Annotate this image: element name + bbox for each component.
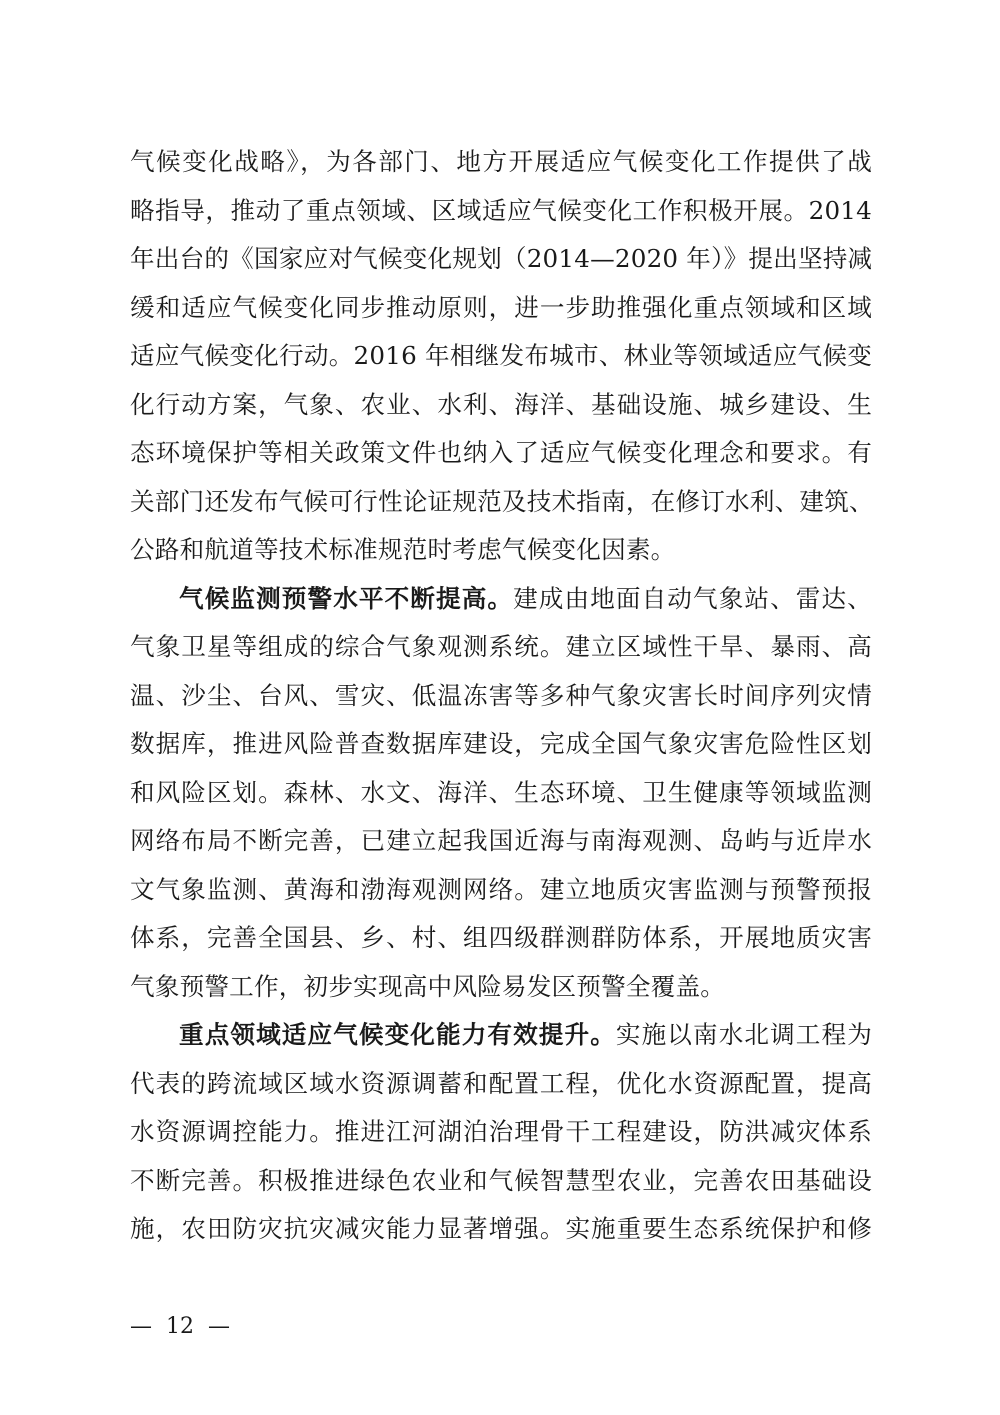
text-line: 略指导，推动了重点领域、区域适应气候变化工作积极开展。2014 xyxy=(130,195,872,225)
text-line: 适应气候变化行动。2016 年相继发布城市、林业等领域适应气候变 xyxy=(130,341,872,370)
text-line: 关部门还发布气候可行性论证规范及技术指南，在修订水利、建筑、 xyxy=(130,486,874,516)
paragraph-heading: 重点领域适应气候变化能力有效提升。 xyxy=(179,1020,616,1049)
text-line xyxy=(130,1011,872,1060)
text-line: 不断完善。积极推进绿色农业和气候智慧型农业，完善农田基础设 xyxy=(130,1165,872,1195)
page-footer xyxy=(130,1312,230,1342)
text-line: 水资源调控能力。推进江河湖泊治理骨干工程建设，防洪减灾体系 xyxy=(130,1117,872,1146)
text-line: 年出台的《国家应对气候变化规划（2014—2020 年）》提出坚持减 xyxy=(130,244,873,273)
text-line: 态环境保护等相关政策文件也纳入了适应气候变化理念和要求。有 xyxy=(130,438,872,467)
text-line: 公路和航道等技术标准规范时考虑气候变化因素。 xyxy=(130,535,676,564)
text-line: 温、沙尘、台风、雪灾、低温冻害等多种气象灾害长时间序列灾情 xyxy=(130,680,872,710)
text-line: 网络布局不断完善，已建立起我国近海与南海观测、岛屿与近岸水 xyxy=(130,826,872,855)
text-line: 数据库，推进风险普查数据库建设，完成全国气象灾害危险性区划 xyxy=(130,729,872,758)
text-run: 建成由地面自动气象站、雷达、 xyxy=(513,583,872,613)
paragraph-heading: 气候监测预警水平不断提高。 xyxy=(179,583,514,613)
footer-dash-right: — xyxy=(208,1314,230,1339)
text-run: 实施以南水北调工程为 xyxy=(615,1020,872,1049)
text-line: 化行动方案，气象、农业、水利、海洋、基础设施、城乡建设、生 xyxy=(130,389,872,419)
page-number: 12 xyxy=(166,1314,194,1339)
text-line: 文气象监测、黄海和渤海观测网络。建立地质灾害监测与预警预报 xyxy=(130,874,872,904)
text-line xyxy=(130,575,872,624)
text-line: 施，农田防灾抗灾减灾能力显著增强。实施重要生态系统保护和修 xyxy=(130,1214,872,1243)
text-line: 缓和适应气候变化同步推动原则，进一步助推强化重点领域和区域 xyxy=(130,292,872,322)
text-line: 和风险区划。森林、水文、海洋、生态环境、卫生健康等领域监测 xyxy=(130,777,872,807)
text-line: 体系，完善全国县、乡、村、组四级群测群防体系，开展地质灾害 xyxy=(130,923,872,952)
text-line: 气象卫星等组成的综合气象观测系统。建立区域性干旱、暴雨、高 xyxy=(130,632,872,661)
text-line: 气象预警工作，初步实现高中风险易发区预警全覆盖。 xyxy=(130,971,726,1001)
footer-dash-left: — xyxy=(130,1314,152,1339)
text-line: 气候变化战略》，为各部门、地方开展适应气候变化工作提供了战 xyxy=(130,147,872,176)
body-text xyxy=(130,138,872,1254)
text-line: 代表的跨流域区域水资源调蓄和配置工程，优化水资源配置，提高 xyxy=(130,1068,872,1098)
